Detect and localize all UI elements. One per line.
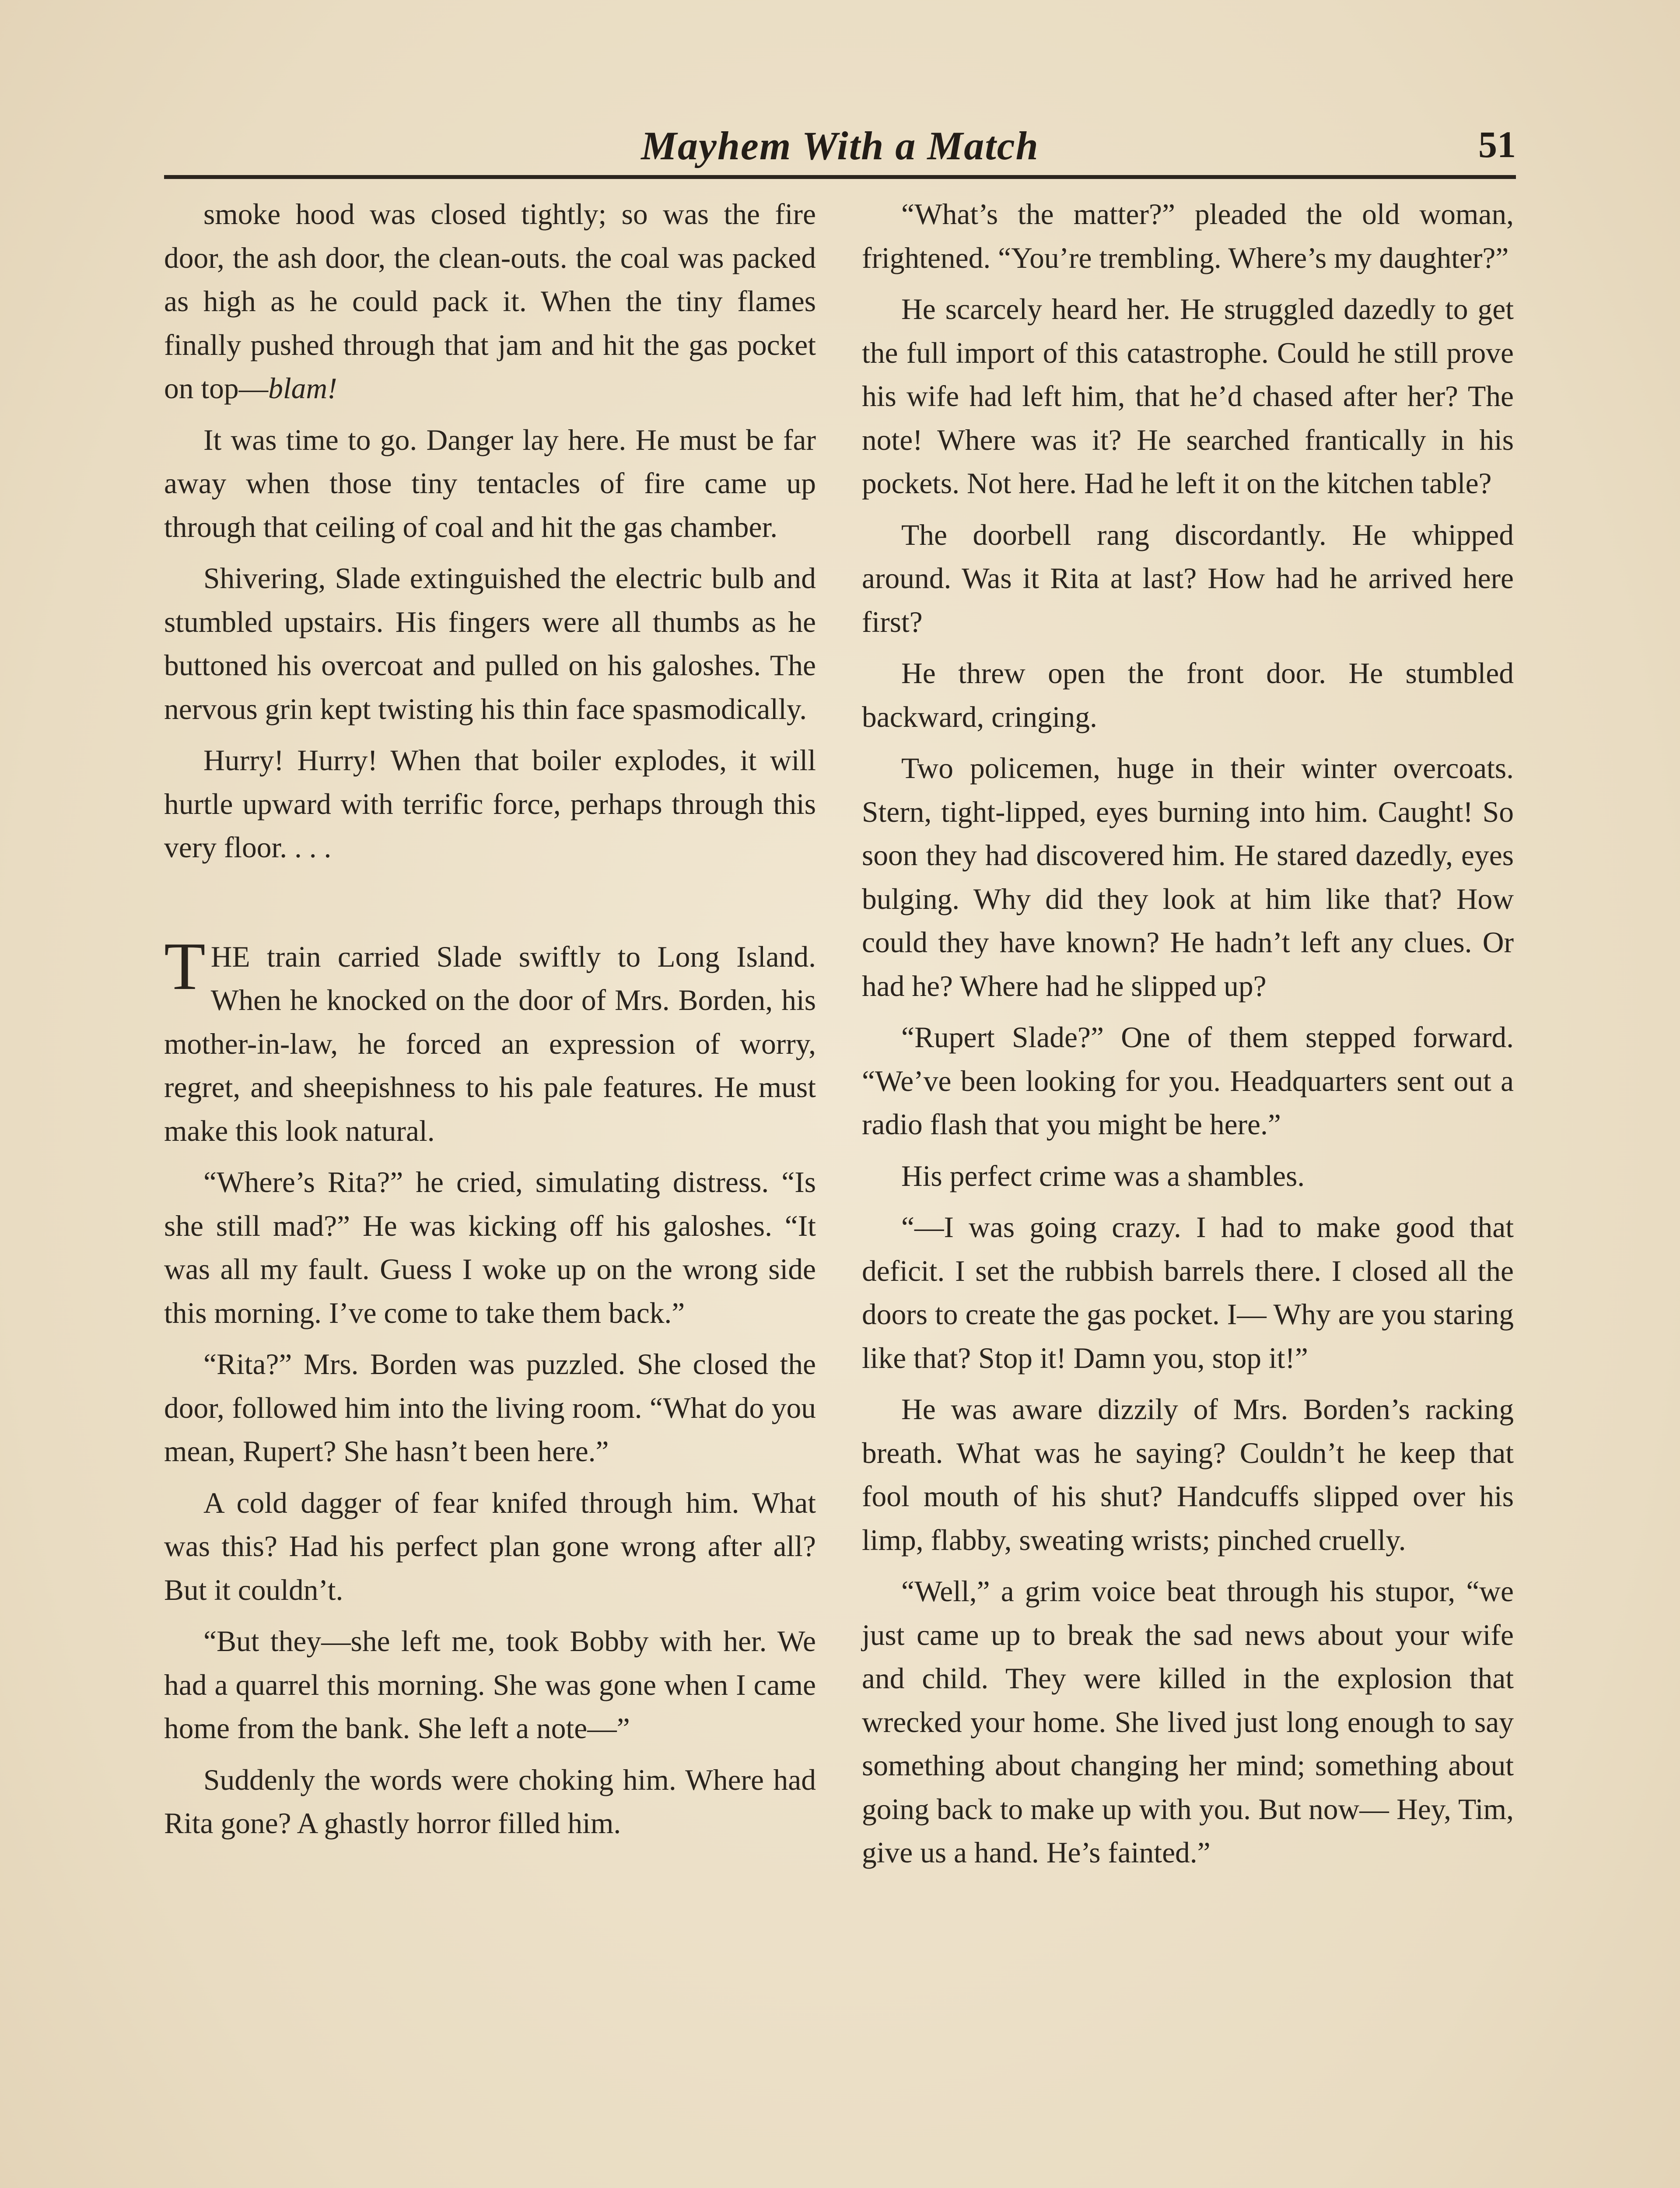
paragraph: Suddenly the words were choking him. Where had Rita gone? A ghastly horror filled him.: [164, 1763, 816, 1840]
paragraph: He scarcely heard her. He struggled dazedly to get the full import of this catastrophe. Could he still prove his wife had left him, that he’d chased after her? The note! Where was it? He searched frantically in his pockets. Not here. Had he left it on the kitchen table?: [862, 293, 1514, 500]
paragraph: “What’s the matter?” pleaded the old woman, frightened. “You’re trembling. Where’s my daughter?”: [862, 198, 1514, 274]
paragraph: It was time to go. Danger lay here. He must be far away when those tiny tentacles of fire came up through that ceiling of coal and hit the gas chamber.: [164, 423, 816, 543]
right-column: [862, 193, 1514, 1875]
paragraph: “Well,” a grim voice beat through his stupor, “we just came up to break the sad news about your wife and child. They were killed in the explosion that wrecked your home. She lived just long enough to say something about changing her mind; something about going back to make up with you. But now— Hey, Tim, give us a hand. He’s fainted.”: [862, 1575, 1514, 1869]
paragraph: The doorbell rang discordantly. He whipped around. Was it Rita at last? How had he arrived here first?: [862, 518, 1514, 638]
paragraph: He threw open the front door. He stumbled backward, cringing.: [862, 657, 1514, 733]
left-column: [164, 193, 816, 1845]
paragraph: Two policemen, huge in their winter overcoats. Stern, tight-lipped, eyes burning into him. Caught! So soon they had discovered him. He stared dazedly, eyes bulging. Why did they look at him like that? How could they have known? He hadn’t left any clues. Or had he? Where had he slipped up?: [862, 752, 1514, 1003]
page-number: 51: [1478, 123, 1516, 165]
paragraph: “Rita?” Mrs. Borden was puzzled. She closed the door, followed him into the living room. “What do you mean, Rupert? She hasn’t been here.”: [164, 1348, 816, 1468]
paragraph: “But they—she left me, took Bobby with her. We had a quarrel this morning. She was gone when I came home from the bank. She left a note—”: [164, 1625, 816, 1745]
page-header: [164, 123, 1516, 175]
paragraph: Hurry! Hurry! When that boiler explodes, it will hurtle upward with terrific force, perhaps through this very floor. . . .: [164, 744, 816, 864]
running-title: Mayhem With a Match: [641, 123, 1039, 168]
paragraph: “Where’s Rita?” he cried, simulating distress. “Is she still mad?” He was kicking off his galoshes. “It was all my fault. Guess I woke up on the wrong side this morning. I’ve come to take them back.”: [164, 1166, 816, 1329]
emphasis-text: blam!: [268, 372, 337, 405]
paragraph: “—I was going crazy. I had to make good that deficit. I set the rubbish barrels there. I closed all the doors to create the gas pocket. I— Why are you staring like that? Stop it! Damn you, stop it!”: [862, 1211, 1514, 1375]
drop-cap: T: [164, 928, 206, 1004]
paragraph: A cold dagger of fear knifed through him. What was this? Had his perfect plan gone wrong after all? But it couldn’t.: [164, 1486, 816, 1606]
paragraph: Shivering, Slade extinguished the electric bulb and stumbled upstairs. His fingers were all thumbs as he buttoned his overcoat and pulled on his galoshes. The nervous grin kept twisting his thin face spasmodically.: [164, 562, 816, 726]
paragraph: smoke hood was closed tightly; so was the fire door, the ash door, the clean-outs. the coal was packed as high as he could pack it. When the tiny flames finally pushed through that jam and hit the gas pocket on top—blam!: [164, 198, 816, 405]
paragraph: He was aware dizzily of Mrs. Borden’s racking breath. What was he saying? Couldn’t he keep that fool mouth of his shut? Handcuffs slipped over his limp, flabby, sweating wrists; pinched cruelly.: [862, 1393, 1514, 1557]
section-start-paragraph: THE train carried Slade swiftly to Long Island. When he knocked on the door of Mrs. Borden, his mother-in-law, he forced an expression of worry, regret, and sheepishness to his pale features. He must make this look natural.: [164, 928, 816, 1147]
header-rule: [164, 175, 1516, 179]
paragraph: His perfect crime was a shambles.: [901, 1159, 1305, 1192]
paragraph: “Rupert Slade?” One of them stepped forward. “We’ve been looking for you. Headquarters sent out a radio flash that you might be here.”: [862, 1021, 1514, 1141]
